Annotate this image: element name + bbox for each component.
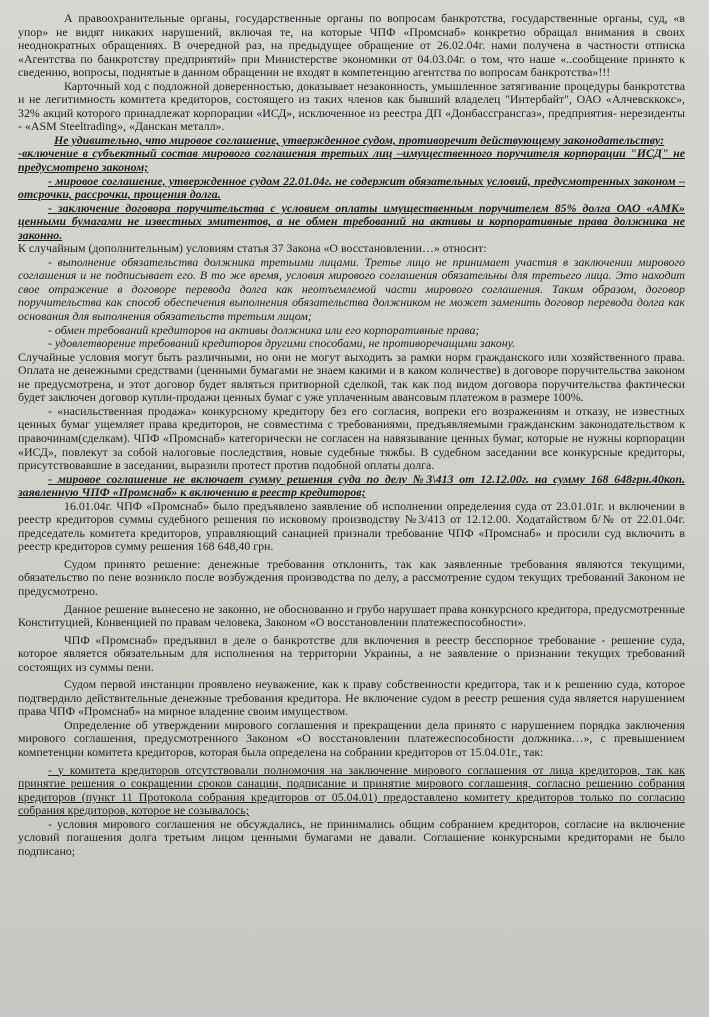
list-item: - условия мирового соглашения не обсуждались, не принимались общим собранием кредиторов, согласие на включение условий погашения долга третьим лицом ценными бумагами не давали. Соглашение конкурсными кредиторами не было подписано;	[18, 816, 685, 858]
paragraph: Данное решение вынесено не законно, не обоснованно и грубо нарушает права конкурсного кредитора, предусмотренные Конституцией, Конвенцией по правам человека, Законом «О восстановлении платежеспособности».	[18, 601, 685, 630]
paragraph: Судом первой инстанции проявлено неуважение, как к праву собственности кредитора, так и к решению суда, которое подтвердило действительные денежные требования кредитора. Не включение судом в реестр решения суда является нарушением права ЧПФ «Промснаб» на мирное владение своим имуществом.	[18, 677, 685, 719]
list-item: - мировое соглашение не включает сумму решения суда по делу №3\413 от 12.12.00г. на сумму 168 648грн.40коп. заявленную ЧПФ «Промснаб» к включению в реестр кредиторов;	[18, 471, 685, 500]
list-item: - «насильственная продажа» конкурсному кредитору без его согласия, вопреки его возражениям и отказу, не известных ценных бумаг ущемляет права кредиторов, не совместима с требованиями, предъявляемыми гражданским законодательством к правочинам(сделкам). ЧПФ «Промснаб» категорически не согласен на навязывание ценных бумаг, которые не нужны корпорации «ИСД», повлекут за собой налоговые последствия, новые судебные тяжбы. В судебном заседании все конкурсные кредиторы, присутствовавшие в заседании, выразили протест против подобной оплаты долга.	[18, 403, 685, 473]
list-item: - мировое соглашение, утвержденное судом 22.01.04г. не содержит обязательных условий, предусмотренных законом – отсрочки, рассрочки, прощения долга.	[18, 173, 685, 202]
list-item: - у комитета кредиторов отсутствовали полномочия на заключение мирового соглашения от лица кредиторов, так как принятие решения о сокращении сроков санации, подписание и принятие мирового соглашения, согласно решению собрания кредиторов (пункт 11 Протокола собрания кредиторов от 05.04.01) предоставлено комитету кредиторов только по согласию собрания кредиторов, которое не созывалось;	[18, 762, 685, 818]
document-body	[18, 12, 685, 858]
paragraph: 16.01.04г. ЧПФ «Промснаб» было предъявлено заявление об исполнении определения суда от 23.01.01г. и включении в реестр кредиторов суммы судебного решения по исковому производству №3/413 от 12.12.00. Ходатайством б/№ от 22.01.04г. председатель комитета кредиторов, управляющий санацией признали требование ЧПФ «Промснаб» и просили суд включить в реестр кредиторов сумму решения 168 648,40 грн.	[18, 498, 685, 554]
paragraph: Случайные условия могут быть различными, но они не могут выходить за рамки норм гражданского или хозяйственного права. Оплата не денежными средствами (ценными бумагами не знаем какими и в каком количестве) в договоре поручительства законом не предусмотрена, и этот договор будет являться притворной сделкой, так как под видом договора поручительства фактически будет заключен договор купли-продажи ценных бумаг с уже уплаченным авансовым платежом в размере 100%.	[18, 349, 685, 405]
list-item: -включение в субъектный состав мирового соглашения третьих лиц –имущественного поручителя корпорации "ИСД" не предусмотрено законом;	[18, 146, 685, 175]
paragraph: Определение об утверждении мирового соглашения и прекращении дела принято с нарушением порядка заключения мирового соглашения, предусмотренного Законом «О восстановлении платежеспособности должника…», с превышением компетенции комитета кредиторов, которая была определена на собрании кредиторов от 15.04.01г., так:	[18, 717, 685, 759]
paragraph: К случайным (дополнительным) условиям статья 37 Закона «О восстановлении…» относит:	[18, 241, 487, 256]
list-item: - удовлетворение требований кредиторов другими способами, не противоречащими закону.	[48, 336, 516, 351]
paragraph: - выполнение обязательства должника третьими лицами. Третье лицо не принимает участия в заключении мирового соглашения и не подписывает его. В то же время, условия мирового соглашения обязательны для третьего лица. Это находит свое отражение в договоре перевода долга как неотъемлемой части мирового соглашения. Таким образом, договор поручительства как способ обеспечения выполнения обязательства должником не может заменить договор перевода долга как основания для выполнения обязательств третьим лицом;	[18, 254, 685, 324]
list-item: - обмен требований кредиторов на активы должника или его корпоративные права;	[48, 322, 480, 337]
list-item: - заключение договора поручительства с условием оплаты имущественным поручителем 85% долга ОАО «АМК» ценными бумагами не известных эмитентов, а не обмен требований на активы и корпоративные права должника не законно.	[18, 200, 685, 242]
list-item	[18, 256, 685, 324]
heading-emphasis: Не удивительно, что мировое соглашение, утвержденное судом, противоречит действующему законодательству:	[54, 132, 665, 147]
paragraph: Судом принято решение: денежные требования отклонить, так как заявленные требования являются текущими, обязательство по пене возникло после возбуждения производства по делу, а рассмотрение судом текущих требований Законом не предусмотрено.	[18, 556, 685, 598]
paragraph: ЧПФ «Промснаб» предъявил в деле о банкротстве для включения в реестр бесспорное требование - решение суда, которое является обязательным для исполнения на территории Украины, а не заявление о признании текущих требований состоящих из суммы пени.	[18, 632, 685, 674]
paragraph: А правоохранительные органы, государственные органы по вопросам банкротства, государственные органы, суд, «в упор» не видят никаких нарушений, включая те, на которые ЧПФ «Промснаб» конкретно обращал внимания в своих неоднократных обращениях. В очередной раз, на предыдущее обращение от 26.02.04г. нами получена в частности отписка «Агентства по банкротству предприятий» при Министерстве экономики от 04.03.04г. о том, что наше «..сообщение принято к сведению, вопросы, поднятые в данном обращении не входят в компетенцию агентства по вопросам банкротства»!!!	[18, 11, 685, 80]
paragraph: Карточный ход с подложной доверенностью, доказывает незаконность, умышленное затягивание процедуры банкротства и не легитимность комитета кредиторов, состоящего из таких членов как бывший владелец "Интербайт", ОАО «Алчевсккокс», 32% акций которого принадлежат корпорации «ИСД», исключенное из реестра ДП «Донбассгрансгаз», предприятия- нерезиденты - «ASM Steeltrading», «Данскан металл».	[18, 78, 685, 134]
